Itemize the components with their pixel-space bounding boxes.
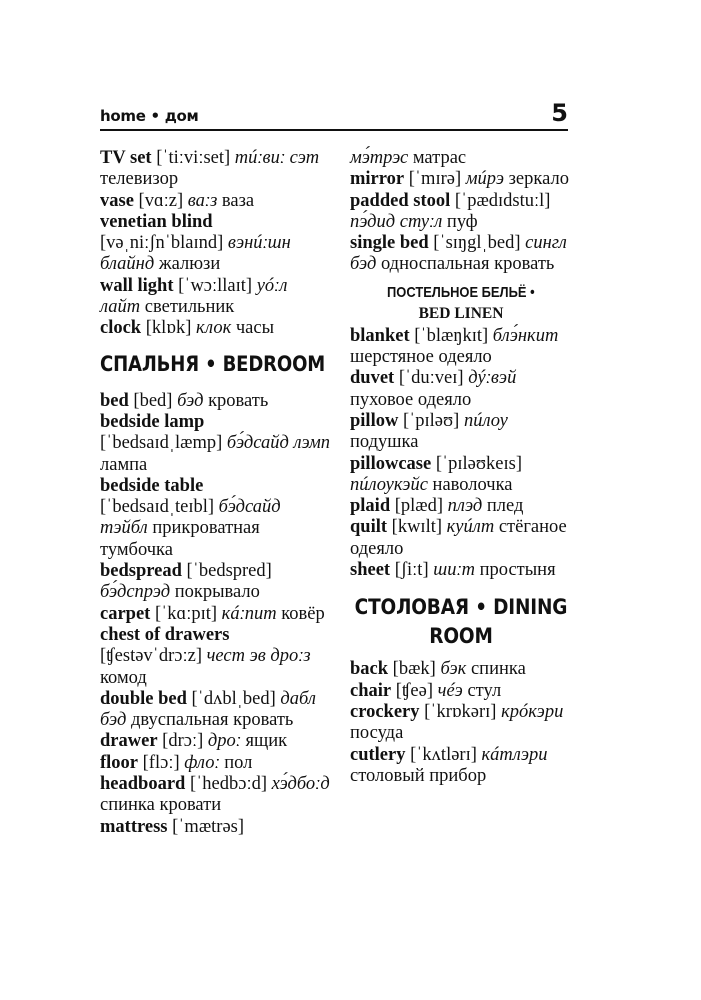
headword: chest of drawers xyxy=(100,624,230,645)
dictionary-entry xyxy=(100,689,332,732)
dictionary-entry xyxy=(100,561,332,604)
translation: пуф xyxy=(446,211,478,232)
ipa: [ˈbedsaɪdˌlæmp] xyxy=(100,433,223,454)
headword: pillowcase xyxy=(350,453,432,474)
translation: кровать xyxy=(208,390,269,411)
ipa: [kwɪlt] xyxy=(391,517,443,538)
transcription: дроː xyxy=(207,731,241,752)
translation: телевизор xyxy=(100,169,179,190)
translation: односпальная кровать xyxy=(380,254,555,275)
translation: стул xyxy=(467,680,502,701)
transcription: куúлт xyxy=(446,517,495,538)
dictionary-entry-continued xyxy=(350,148,572,169)
headword: vase xyxy=(100,190,134,211)
headword: crockery xyxy=(350,701,420,722)
translation: столовый прибор xyxy=(350,765,487,786)
dictionary-entry xyxy=(350,169,572,190)
ipa: [ˈbedspred] xyxy=(186,561,272,582)
ipa: [ˈpædɪdstuːl] xyxy=(454,190,551,211)
ipa: [ˈbedsaɪdˌteɪbl] xyxy=(100,497,215,518)
transcription: клок xyxy=(196,318,232,339)
transcription: пúлоу xyxy=(463,410,508,431)
dictionary-entry xyxy=(350,454,572,497)
translation: прикроватная тумбочка xyxy=(100,518,260,560)
headword: bedside lamp xyxy=(100,411,205,432)
translation: спинка кровати xyxy=(100,795,222,816)
headword: single bed xyxy=(350,233,429,254)
headword: carpet xyxy=(100,603,151,624)
translation: часы xyxy=(235,318,275,339)
translation: матрас xyxy=(412,148,467,168)
left-column xyxy=(100,148,332,838)
transcription: чéэ xyxy=(437,680,463,701)
ipa: [bæk] xyxy=(392,659,436,680)
dictionary-entry xyxy=(100,753,332,774)
translation: зеркало xyxy=(508,169,569,190)
dictionary-entry xyxy=(350,517,572,560)
dictionary-entry xyxy=(100,148,332,191)
translation: лампа xyxy=(100,454,148,475)
translation: ваза xyxy=(221,190,255,211)
dictionary-entry xyxy=(350,560,572,581)
ipa: [ˈsɪŋglˌbed] xyxy=(433,233,521,254)
transcription: блэ́нкит xyxy=(492,325,559,346)
headword: bedside table xyxy=(100,475,204,496)
ipa: [ˈpɪləʊkeɪs] xyxy=(435,453,523,474)
ipa: [vɑːz] xyxy=(138,190,184,211)
ipa: [ˈmætrəs] xyxy=(172,816,245,837)
transcription: кáтлэри xyxy=(481,744,548,765)
ipa: [ˈpɪləʊ] xyxy=(402,410,460,431)
transcription: чест эв дроːз xyxy=(206,646,311,667)
transcription: мэ́трэс xyxy=(350,148,409,168)
ipa: [ˈblæŋkɪt] xyxy=(414,325,489,346)
section-title-ru: ПОСТЕЛЬНОЕ БЕЛЬЁ • xyxy=(387,283,535,301)
transcription: бэк xyxy=(440,659,467,680)
dictionary-entry xyxy=(100,731,332,752)
transcription: мúрэ xyxy=(465,169,504,190)
translation: наволочка xyxy=(432,474,513,495)
headword: wall light xyxy=(100,275,174,296)
transcription: бэд xyxy=(177,390,204,411)
transcription: крóкэри xyxy=(501,701,564,722)
ipa: [ˈkrɒkərɪ] xyxy=(424,701,497,722)
transcription: уóːл лайт xyxy=(100,275,288,318)
running-head xyxy=(100,101,568,129)
headword: drawer xyxy=(100,731,158,752)
section-title-bed-linen xyxy=(350,282,572,324)
headword: padded stool xyxy=(350,190,451,211)
ipa: [plæd] xyxy=(394,496,444,517)
transcription: плэд xyxy=(447,496,483,517)
translation: плед xyxy=(486,496,524,517)
dictionary-entry xyxy=(100,476,332,561)
headword: sheet xyxy=(350,560,391,581)
transcription: бэ́дсайд тэйбл xyxy=(100,497,281,539)
right-column xyxy=(350,148,572,787)
headword: mattress xyxy=(100,816,168,837)
translation: стёганое одеяло xyxy=(350,517,567,559)
translation: ковёр xyxy=(281,603,325,624)
translation: пол xyxy=(224,752,253,773)
translation: подушка xyxy=(350,432,419,453)
dictionary-entry xyxy=(100,817,332,838)
headword: blanket xyxy=(350,325,410,346)
transcription: флоː xyxy=(184,752,220,773)
ipa: [ʃiːt] xyxy=(394,560,429,581)
dictionary-entry xyxy=(350,233,572,276)
headword: venetian blind xyxy=(100,211,213,232)
headword: back xyxy=(350,659,389,680)
dictionary-entry xyxy=(100,191,332,212)
transcription: ваːз xyxy=(187,190,218,211)
dictionary-entry xyxy=(100,391,332,412)
dictionary-entry xyxy=(100,625,332,689)
transcription: шиːт xyxy=(433,560,475,581)
transcription: сингл бэд xyxy=(350,233,567,275)
translation: простыня xyxy=(479,560,556,581)
section-title-bedroom: СПАЛЬНЯ • BEDROOM xyxy=(100,351,326,377)
translation: шерстяное одеяло xyxy=(350,347,492,368)
ipa: [ʧeə] xyxy=(395,680,433,701)
headword: mirror xyxy=(350,169,405,190)
headword: chair xyxy=(350,680,392,701)
transcription: дабл бэд xyxy=(100,688,316,731)
ipa: [ˈkʌtlərɪ] xyxy=(410,744,477,765)
dictionary-entry xyxy=(350,326,572,369)
dictionary-entry xyxy=(350,681,572,702)
translation: спинка xyxy=(470,659,526,680)
dictionary-entry xyxy=(350,702,572,745)
dictionary-entry xyxy=(100,604,332,625)
ipa: [drɔː] xyxy=(162,731,204,752)
ipa: [ˈhedbɔːd] xyxy=(189,774,267,795)
headword: quilt xyxy=(350,517,388,538)
section-title-dining-room: СТОЛОВАЯ • DINING ROOM xyxy=(354,595,568,650)
headword: double bed xyxy=(100,688,187,709)
transcription: тúːвиː сэт xyxy=(234,148,320,168)
dictionary-entry xyxy=(100,212,332,276)
transcription: бэ́дсайд лэмп xyxy=(226,433,331,454)
transcription: хэ́дбоːд xyxy=(271,774,330,795)
transcription: вэнúːшн блайнд xyxy=(100,233,291,275)
headword: plaid xyxy=(350,496,391,517)
dictionary-entry xyxy=(350,411,572,454)
ipa: [ˈmɪrə] xyxy=(408,169,462,190)
translation: двуспальная кровать xyxy=(130,710,294,731)
header-rule xyxy=(100,129,568,131)
ipa: [ˈtiːviːset] xyxy=(156,148,231,168)
transcription: кáːпит xyxy=(221,603,277,624)
translation: ящик xyxy=(245,731,288,752)
translation: светильник xyxy=(144,297,235,318)
dictionary-entry xyxy=(100,276,332,319)
dictionary-entry xyxy=(350,659,572,680)
dictionary-entry xyxy=(100,774,332,817)
running-title: home • дом xyxy=(100,107,199,125)
transcription: пúлоукэйс xyxy=(350,474,428,495)
headword: bed xyxy=(100,390,129,411)
ipa: [ʧestəvˈdrɔːz] xyxy=(100,646,202,667)
ipa: [ˈdʌblˌbed] xyxy=(191,688,276,709)
ipa: [bed] xyxy=(133,390,173,411)
translation: жалюзи xyxy=(158,254,221,275)
headword: cutlery xyxy=(350,744,406,765)
transcription: бэ́дспрэд xyxy=(100,582,171,603)
translation: пуховое одеяло xyxy=(350,389,472,410)
translation: комод xyxy=(100,667,147,688)
section-title-en: BED LINEN xyxy=(418,304,504,322)
translation: покрывало xyxy=(174,582,260,603)
headword: clock xyxy=(100,318,142,339)
ipa: [vəˌniːʃnˈblaɪnd] xyxy=(100,233,224,254)
dictionary-entry xyxy=(100,412,332,476)
dictionary-entry xyxy=(100,318,332,339)
ipa: [ˈduːveɪ] xyxy=(398,368,464,389)
ipa: [ˈkɑːpɪt] xyxy=(154,603,218,624)
transcription: дýːвэй xyxy=(468,368,517,389)
ipa: [klɒk] xyxy=(145,318,192,339)
dictionary-entry xyxy=(350,368,572,411)
headword: pillow xyxy=(350,410,399,431)
headword: duvet xyxy=(350,368,395,389)
transcription: пэ́дид стуːл xyxy=(350,211,443,232)
headword: headboard xyxy=(100,774,186,795)
translation: посуда xyxy=(350,723,404,744)
dictionary-entry xyxy=(350,496,572,517)
ipa: [ˈwɔːllaɪt] xyxy=(178,275,253,296)
ipa: [flɔː] xyxy=(142,752,180,773)
page-number: 5 xyxy=(551,99,568,127)
headword: TV set xyxy=(100,148,152,168)
dictionary-entry xyxy=(350,745,572,788)
dictionary-entry xyxy=(350,191,572,234)
headword: floor xyxy=(100,752,139,773)
headword: bedspread xyxy=(100,561,182,582)
